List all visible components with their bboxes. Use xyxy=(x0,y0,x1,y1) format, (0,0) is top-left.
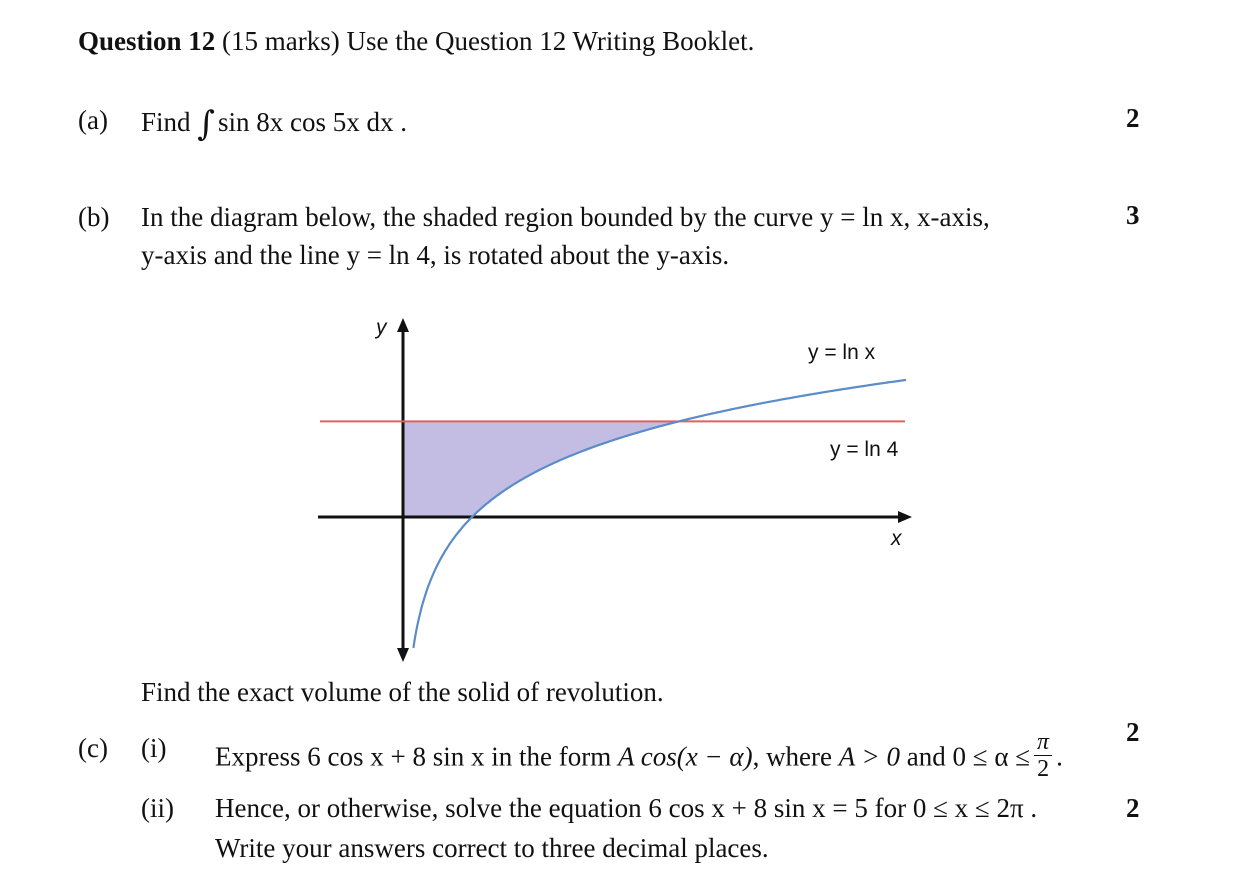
part-c-i-and: and xyxy=(906,741,946,772)
question-instruction: Use the Question 12 Writing Booklet. xyxy=(346,26,755,56)
y-axis-label: y xyxy=(376,316,387,339)
part-c-i-text xyxy=(215,729,1063,786)
part-c-i-marks: 2 xyxy=(1126,717,1140,747)
pi-over-2-fraction xyxy=(1034,729,1052,782)
part-b-marks: 3 xyxy=(1126,200,1140,230)
curve-y-ln-x xyxy=(413,380,906,648)
curve-label: y = ln x xyxy=(808,341,876,364)
part-c-ii-text xyxy=(215,791,1037,825)
part-a-marks: 2 xyxy=(1126,103,1140,133)
part-c-ii-marks: 2 xyxy=(1126,793,1140,823)
part-c-i-cond2: 0 ≤ α ≤ xyxy=(952,741,1031,772)
part-c-i-mid: in the form xyxy=(491,741,612,772)
part-a-label: (a) xyxy=(78,105,108,135)
fraction-numerator: π xyxy=(1034,729,1052,756)
fraction-denominator: 2 xyxy=(1037,756,1050,782)
question-number: Question 12 xyxy=(78,26,216,56)
part-a-find: Find xyxy=(141,107,191,137)
y-axis-arrow-top-icon xyxy=(397,318,409,332)
part-c-i-form: A cos(x − α) xyxy=(617,741,753,772)
part-b-find-text: Find the exact volume of the solid of revolution. xyxy=(141,677,664,707)
line-label: y = ln 4 xyxy=(830,438,899,461)
part-a-expression: sin 8x cos 5x dx . xyxy=(218,107,407,137)
part-b-line1: In the diagram below, the shaded region bounded by the curve y = ln x, x-axis, xyxy=(141,202,990,232)
part-c-ii-equation: 6 cos x + 8 sin x = 5 xyxy=(648,793,868,823)
integral-symbol: ∫ xyxy=(197,104,215,144)
part-c-ii-label: (ii) xyxy=(141,793,174,823)
part-c-i-where: , where xyxy=(752,741,833,772)
part-b-line2: y-axis and the line y = ln 4, is rotated about the y-axis. xyxy=(141,240,730,270)
part-c-ii-pre: Hence, or otherwise, solve the equation xyxy=(215,793,642,823)
part-c-i-pre: Express xyxy=(215,741,301,772)
part-c-i-label: (i) xyxy=(141,733,167,763)
part-c-i-cond1: A > 0 xyxy=(838,741,901,772)
part-b-label: (b) xyxy=(78,202,110,232)
x-axis-arrow-icon xyxy=(898,511,912,523)
part-c-ii-range: 0 ≤ x ≤ 2π . xyxy=(912,793,1038,823)
part-c-ii-line2: Write your answers correct to three decimal places. xyxy=(215,833,769,863)
part-c-ii-for: for xyxy=(874,793,907,823)
x-axis-label: x xyxy=(891,527,902,550)
question-marks: (15 marks) xyxy=(222,26,340,56)
part-c-i-expr: 6 cos x + 8 sin x xyxy=(307,741,485,772)
part-c-i-end: . xyxy=(1056,741,1063,772)
y-axis-arrow-bottom-icon xyxy=(397,648,409,662)
part-c-label: (c) xyxy=(78,733,108,763)
